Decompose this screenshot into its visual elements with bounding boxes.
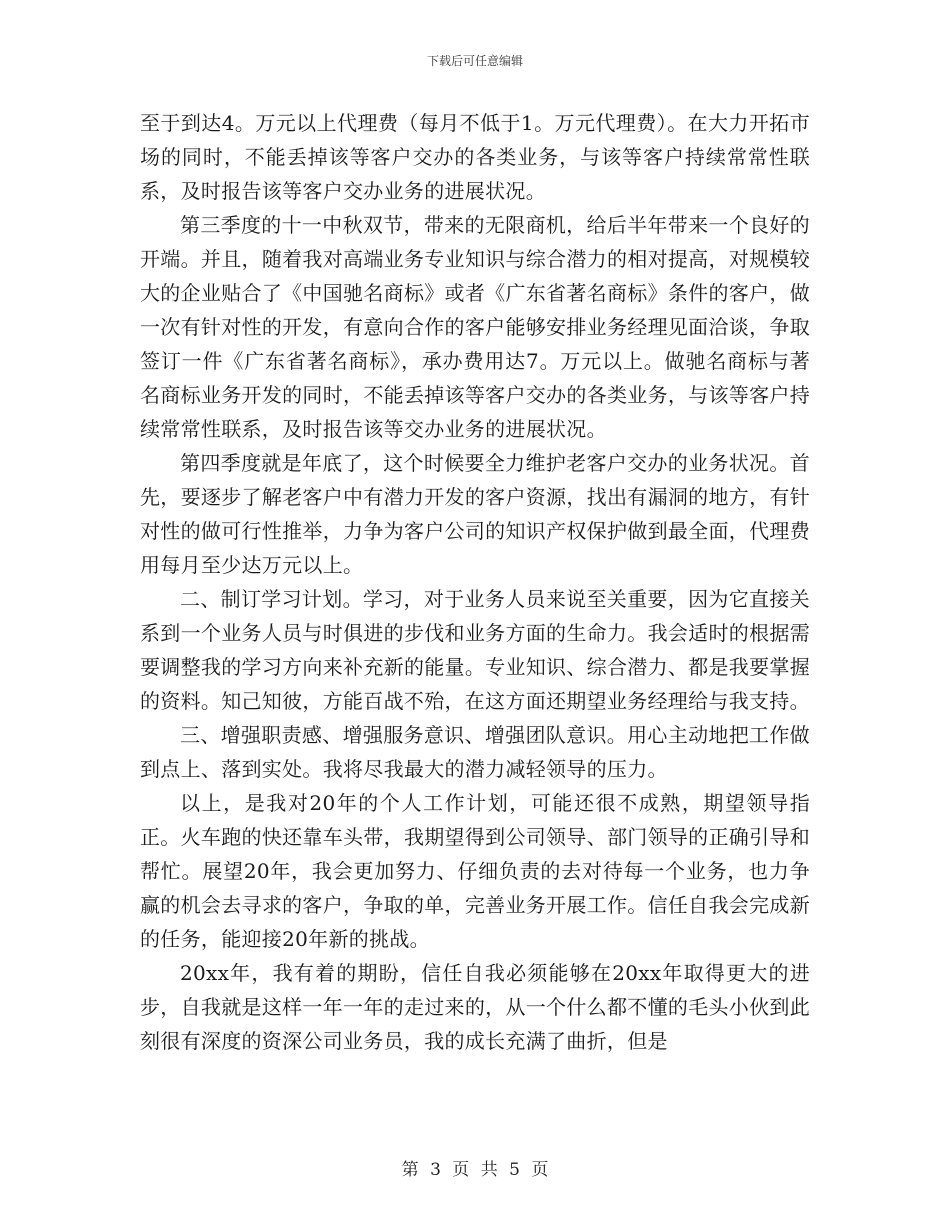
paragraph-5: 三、增强职责感、增强服务意识、增强团队意识。用心主动地把工作做到点上、落到实处。我将尽我最大的潜力减轻领导的压力。: [140, 723, 810, 781]
document-body: [140, 106, 810, 1058]
paragraph-4: 二、制订学习计划。学习，对于业务人员来说至关重要，因为它直接关系到一个业务人员与时俱进的步伐和业务方面的生命力。我会适时的根据需要调整我的学习方向来补充新的能量。专业知识、综合潜力、都是我要掌握的资料。知己知彼，方能百战不殆，在这方面还期望业务经理给与我支持。: [140, 587, 810, 713]
page-number-footer: 第 3 页 共 5 页: [401, 1160, 549, 1180]
paragraph-7: 20xx年，我有着的期盼，信任自我必须能够在20xx年取得更大的进步，自我就是这样一年一年的走过来的，从一个什么都不懂的毛头小伙到此刻很有深度的资深公司业务员，我的成长充满了曲折，但是: [140, 961, 810, 1053]
page-header: 下载后可任意编辑: [426, 54, 523, 68]
paragraph-2: 第三季度的十一中秋双节，带来的无限商机，给后半年带来一个良好的开端。并且，随着我对高端业务专业知识与综合潜力的相对提高，对规模较大的企业贴合了《中国驰名商标》或者《广东省著名商标》条件的客户，做一次有针对性的开发，有意向合作的客户能够安排业务经理见面洽谈，争取签订一件《广东省著名商标》，承办费用达7。万元以上。做驰名商标与著名商标业务开发的同时，不能丢掉该等客户交办的各类业务，与该等客户持续常常性联系，及时报告该等交办业务的进展状况。: [140, 213, 810, 441]
paragraph-3: 第四季度就是年底了，这个时候要全力维护老客户交办的业务状况。首先，要逐步了解老客户中有潜力开发的客户资源，找出有漏洞的地方，有针对性的做可行性推举，力争为客户公司的知识产权保护做到最全面，代理费用每月至少达万元以上。: [140, 451, 810, 577]
paragraph-6: 以上，是我对20年的个人工作计划，可能还很不成熟，期望领导指正。火车跑的快还靠车头带，我期望得到公司领导、部门领导的正确引导和帮忙。展望20年，我会更加努力、仔细负责的去对待每一个业务，也力争赢的机会去寻求的客户，争取的单，完善业务开展工作。信任自我会完成新的任务，能迎接20年新的挑战。: [140, 791, 810, 951]
paragraph-1: 至于到达4。万元以上代理费（每月不低于1。万元代理费）。在大力开拓市场的同时，不能丢掉该等客户交办的各类业务，与该等客户持续常常性联系，及时报告该等客户交办业务的进展状况。: [140, 111, 810, 203]
